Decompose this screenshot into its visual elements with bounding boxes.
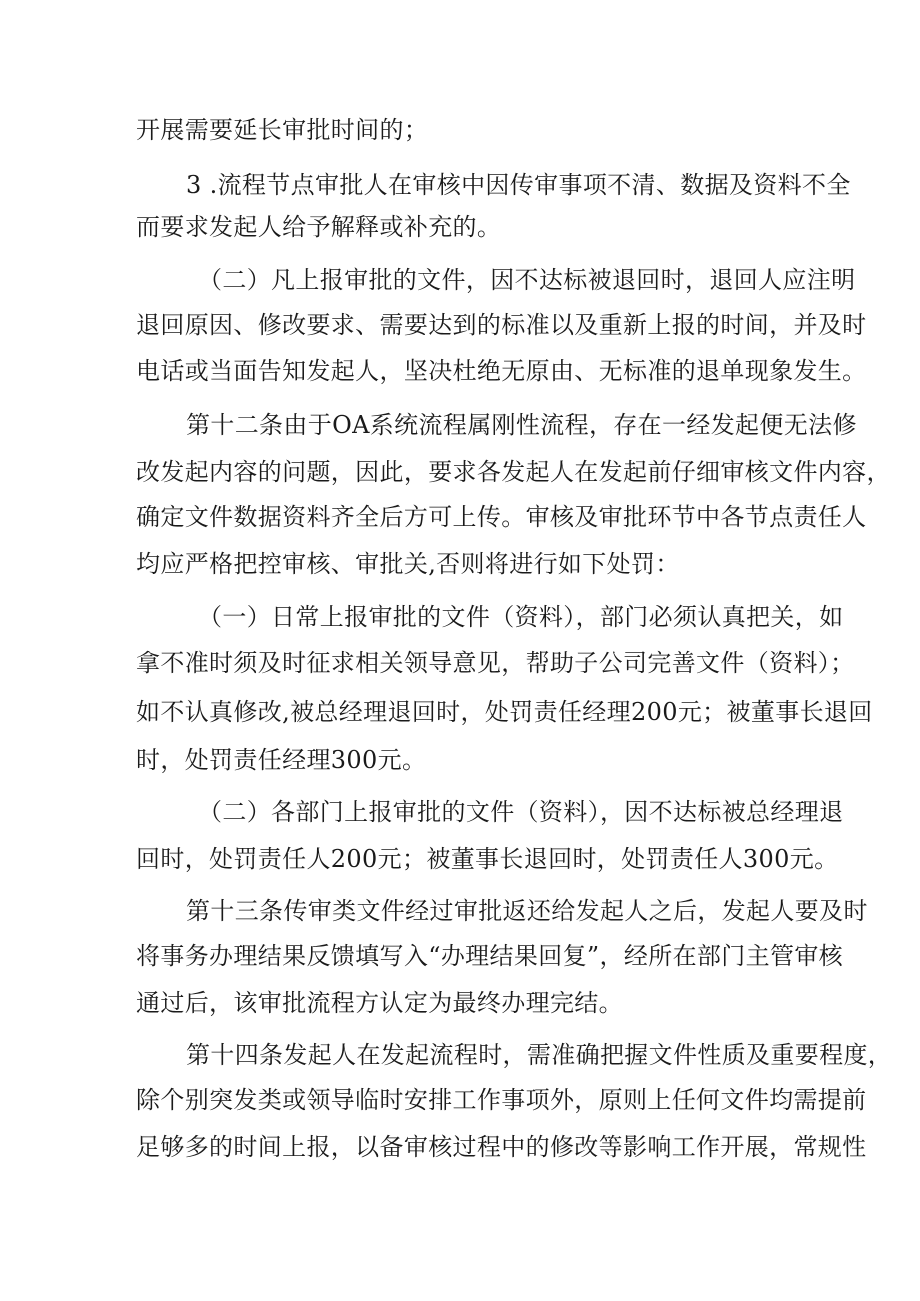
text-line: 回时，处罚责任人200元；被董事长退回时，处罚责任人300元。 bbox=[136, 845, 839, 873]
text-line: 均应严格把控审核、审批关,否则将进行如下处罚： bbox=[136, 550, 680, 578]
text-line: 而要求发起人给予解释或补充的。 bbox=[136, 213, 502, 241]
text-line: （二）凡上报审批的文件，因不达标被退回时，退回人应注明 bbox=[198, 266, 856, 294]
text-line: 确定文件数据资料齐全后方可上传。审核及审批环节中各节点责任人 bbox=[136, 503, 867, 531]
text-line: （二）各部门上报审批的文件（资料），因不达标被总经理退 bbox=[198, 798, 844, 826]
text-line: 改发起内容的问题，因此，要求各发起人在发起前仔细审核文件内容， bbox=[136, 458, 891, 486]
text-line: 第十二条由于OA系统流程属刚性流程，存在一经发起便无法修 bbox=[186, 411, 857, 439]
text-line: 3 .流程节点审批人在审核中因传审事项不清、数据及资料不全 bbox=[186, 171, 851, 199]
text-line: 电话或当面告知发起人，坚决杜绝无原由、无标准的退单现象发生。 bbox=[136, 357, 867, 385]
text-line: 第十三条传审类文件经过审批返还给发起人之后，发起人要及时 bbox=[186, 897, 868, 925]
text-line: （一）日常上报审批的文件（资料），部门必须认真把关，如 bbox=[198, 603, 844, 631]
text-line: 通过后，该审批流程方认定为最终办理完结。 bbox=[136, 989, 623, 1017]
text-line: 退回原因、修改要求、需要达到的标准以及重新上报的时间，并及时 bbox=[136, 311, 867, 339]
text-line: 足够多的时间上报，以备审核过程中的修改等影响工作开展，常规性 bbox=[136, 1133, 867, 1161]
text-line: 第十四条发起人在发起流程时，需准确把握文件性质及重要程度， bbox=[186, 1041, 893, 1069]
text-line: 开展需要延长审批时间的； bbox=[136, 116, 429, 144]
text-line: 除个别突发类或领导临时安排工作事项外，原则上任何文件均需提前 bbox=[136, 1086, 867, 1114]
text-line: 拿不准时须及时征求相关领导意见，帮助子公司完善文件（资料）； bbox=[136, 649, 855, 677]
text-line: 时，处罚责任经理300元。 bbox=[136, 746, 427, 774]
text-line: 如不认真修改,被总经理退回时，处罚责任经理200元；被董事长退回 bbox=[136, 698, 873, 726]
text-line: 将事务办理结果反馈填写入“办理结果回复”，经所在部门主管审核 bbox=[136, 942, 844, 970]
